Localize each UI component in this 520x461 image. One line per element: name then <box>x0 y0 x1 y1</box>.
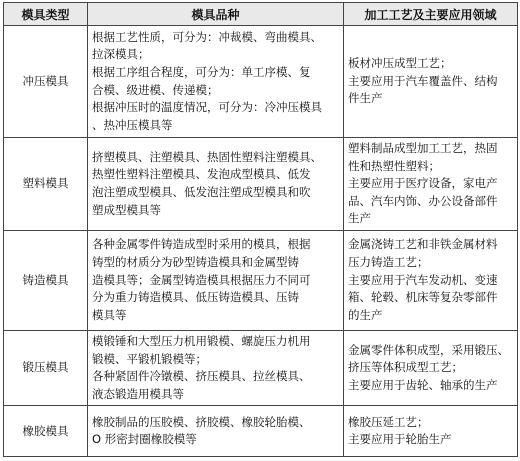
variety-line: 橡胶制品的压胶模、挤胶模、橡胶轮胎模、 <box>92 414 311 429</box>
application-line: 挤压等体积成型工艺； <box>348 360 463 375</box>
mold-variety-cell <box>88 406 344 457</box>
application-line: 板材冲压成型工艺； <box>348 56 452 71</box>
application-line: 金属浇铸工艺和非铁金属材料 <box>348 237 498 252</box>
mold-types-table <box>3 2 518 457</box>
table-row <box>4 26 518 138</box>
application-line: 主要应用于医疗设备，家电产 <box>348 176 498 191</box>
variety-line: 锻模、平锻机锻模等； <box>92 351 207 366</box>
variety-line: 模具等 <box>92 307 127 322</box>
application-line: 性和热塑性塑料； <box>348 158 440 173</box>
variety-line: 热塑性塑料注塑模具、发泡成型模具、低发 <box>92 167 311 182</box>
mold-variety-cell <box>88 330 344 405</box>
variety-line: 根据冲压时的温度情况，可分为：冷冲压模具 <box>92 100 322 115</box>
application-line: 金属零件体积成型，采用锻压、 <box>348 342 509 357</box>
application-cell <box>344 26 518 138</box>
variety-line: 根据工序组合程度，可分为：单工序模、复 <box>92 64 311 79</box>
variety-line: 塑成型模具等 <box>92 202 161 217</box>
application-cell <box>344 230 518 330</box>
variety-line: 、热冲压模具等 <box>92 117 173 132</box>
header-mold-variety: 模具品种 <box>88 3 344 26</box>
variety-line: 各种金属零件铸造成型时采用的模具，根据 <box>92 237 311 252</box>
variety-line: 液态锻造用模具等 <box>92 386 184 401</box>
header-mold-type: 模具类型 <box>4 3 88 26</box>
variety-line: 分为重力铸造模具、低压铸造模具、压铸 <box>92 290 299 305</box>
mold-type-cell: 塑料模具 <box>4 138 88 231</box>
variety-line: 模锻锤和大型压力机用锻模、螺旋压力机用 <box>92 333 311 348</box>
application-line: 品、汽车内饰、办公设备部件 <box>348 193 498 208</box>
application-line: 塑料制品成型加工工艺，热固 <box>348 141 498 155</box>
variety-line: 合模、级进模、传递模； <box>92 82 219 97</box>
header-process-application: 加工工艺及主要应用领域 <box>344 3 518 26</box>
application-line: 压力铸造工艺； <box>348 255 429 270</box>
application-line: 件生产 <box>348 91 383 106</box>
application-cell <box>344 330 518 405</box>
application-line: 主要应用于齿轮、轴承的生产 <box>348 377 498 392</box>
table-row <box>4 406 518 457</box>
application-line: 橡胶压延工艺； <box>348 414 429 429</box>
variety-line: 造模具等；金属型铸造模具根据压力不同可 <box>92 272 311 287</box>
mold-variety-cell <box>88 230 344 330</box>
mold-type-cell: 锻压模具 <box>4 330 88 405</box>
application-line: 的生产 <box>348 307 383 322</box>
variety-line: 铸型的材质分为砂型铸造模具和金属型铸 <box>92 255 299 270</box>
variety-line: 拉深模具； <box>92 47 150 62</box>
mold-type-cell: 铸造模具 <box>4 230 88 330</box>
table-header-row <box>4 3 518 26</box>
table-row <box>4 138 518 231</box>
mold-variety-cell <box>88 138 344 231</box>
variety-line: 各种紧固件冷镦模、挤压模具、拉丝模具、 <box>92 369 311 384</box>
variety-line: 根据工艺性质，可分为：冲裁模、弯曲模具、 <box>92 29 322 44</box>
application-line: 箱、轮毂、机床等复杂零部件 <box>348 290 498 305</box>
application-cell <box>344 406 518 457</box>
mold-variety-cell <box>88 26 344 138</box>
variety-line: 挤塑模具、注塑模具、热固性塑料注塑模具、 <box>92 149 322 164</box>
application-line: 主要应用于轮胎生产 <box>348 432 452 447</box>
mold-type-cell: 橡胶模具 <box>4 406 88 457</box>
application-line: 主要应用于汽车发动机、变速 <box>348 272 498 287</box>
table-row <box>4 230 518 330</box>
application-line: 生产 <box>348 211 371 226</box>
mold-type-cell: 冲压模具 <box>4 26 88 138</box>
application-line: 主要应用于汽车覆盖件、结构 <box>348 73 498 88</box>
variety-line: O 形密封圈橡胶模等 <box>92 432 197 447</box>
variety-line: 泡注塑成型模具、低发泡注塑成型模具和吹 <box>92 184 311 199</box>
table-row <box>4 330 518 405</box>
application-cell <box>344 138 518 231</box>
